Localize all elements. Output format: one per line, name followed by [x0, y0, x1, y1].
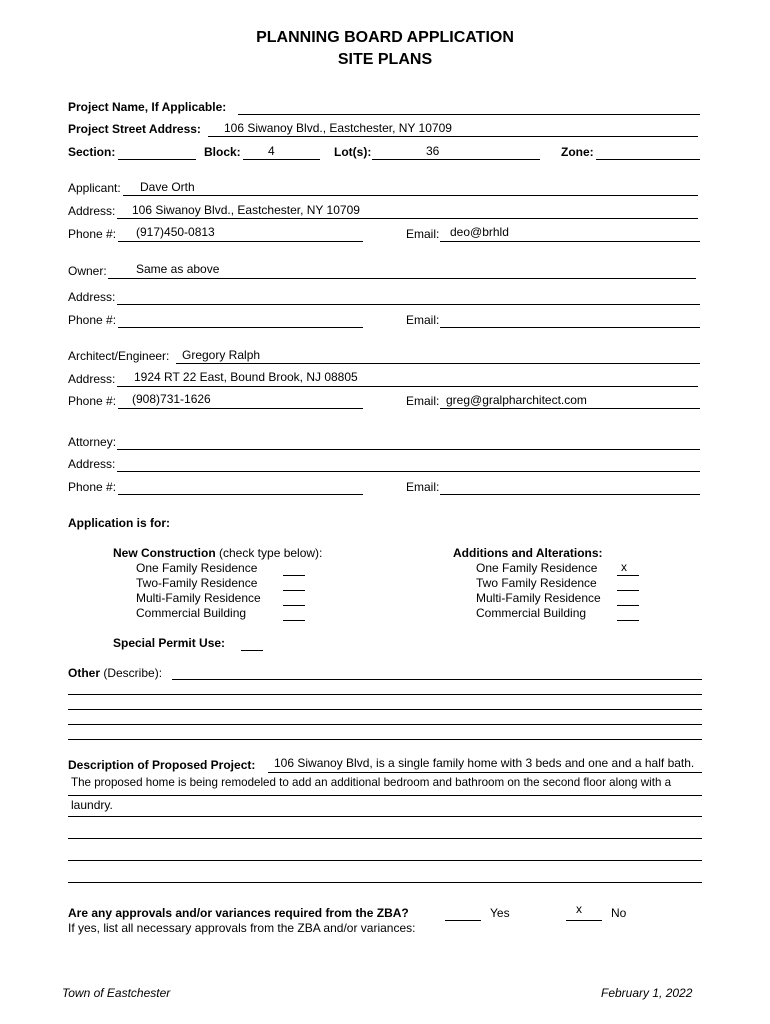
- aa-one-family-label: One Family Residence: [476, 561, 598, 575]
- aa-one-family-checkline: [617, 575, 639, 576]
- other-line-3: [68, 709, 702, 710]
- owner-field[interactable]: Same as above: [136, 262, 220, 276]
- description-text-2[interactable]: The proposed home is being remodeled to add an additional bedroom and bathroom on the second floor along with a: [71, 776, 672, 789]
- other-line-2: [68, 694, 702, 695]
- special-permit-label: Special Permit Use:: [113, 636, 226, 650]
- owner-phone-label: Phone #:: [68, 313, 117, 327]
- lots-line: [372, 159, 540, 160]
- architect-address-field[interactable]: 1924 RT 22 East, Bound Brook, NJ 08805: [134, 370, 358, 384]
- attorney-email-label: Email:: [406, 480, 440, 494]
- applicant-line: [123, 195, 698, 196]
- block-field[interactable]: 4: [268, 144, 275, 158]
- nc-multi-family-checkline: [283, 605, 305, 606]
- aa-two-family-label: Two Family Residence: [476, 576, 597, 590]
- project-street-line: [208, 136, 698, 137]
- special-permit-checkline: [241, 650, 263, 651]
- zba-no-check[interactable]: x: [576, 902, 582, 916]
- aa-multi-family-checkline: [617, 605, 639, 606]
- owner-email-line: [440, 327, 700, 328]
- attorney-email-line: [440, 494, 700, 495]
- attorney-phone-line: [118, 494, 363, 495]
- owner-line: [108, 278, 696, 279]
- aa-two-family-checkline: [617, 590, 639, 591]
- attorney-address-line: [117, 471, 700, 472]
- other-line-1: [172, 679, 702, 680]
- other-line-4: [68, 724, 702, 725]
- application-heading: Application is for:: [68, 516, 170, 530]
- owner-phone-line: [118, 327, 363, 328]
- nc-one-family-label: One Family Residence: [136, 561, 258, 575]
- zone-label: Zone:: [561, 145, 594, 159]
- attorney-line: [117, 449, 700, 450]
- applicant-address-label: Address:: [68, 204, 116, 218]
- description-line-6: [68, 882, 702, 883]
- form-title: PLANNING BOARD APPLICATION: [256, 29, 514, 46]
- zba-instructions: If yes, list all necessary approvals from the ZBA and/or variances:: [68, 921, 416, 935]
- zba-yes-checkline: [445, 920, 481, 921]
- description-line-5: [68, 860, 702, 861]
- section-line: [118, 159, 196, 160]
- zba-no-label: No: [611, 906, 627, 920]
- zone-line: [596, 159, 700, 160]
- applicant-address-line: [117, 218, 698, 219]
- applicant-field[interactable]: Dave Orth: [140, 180, 195, 194]
- zba-no-checkline: [566, 920, 602, 921]
- lots-field[interactable]: 36: [426, 144, 440, 158]
- architect-email-field[interactable]: greg@gralpharchitect.com: [446, 393, 587, 407]
- applicant-phone-line: [118, 241, 363, 242]
- zba-question: Are any approvals and/or variances required from the ZBA?: [68, 906, 409, 920]
- nc-multi-family-label: Multi-Family Residence: [136, 591, 261, 605]
- architect-address-label: Address:: [68, 372, 116, 386]
- aa-multi-family-label: Multi-Family Residence: [476, 591, 601, 605]
- new-construction-heading-bold: New Construction: [113, 546, 216, 560]
- attorney-label: Attorney:: [68, 435, 117, 449]
- attorney-phone-label: Phone #:: [68, 480, 117, 494]
- description-text-3[interactable]: laundry.: [71, 798, 113, 812]
- description-line-3: [68, 816, 702, 817]
- applicant-email-line: [440, 241, 700, 242]
- other-label-bold: Other: [68, 666, 101, 680]
- owner-label: Owner:: [68, 264, 107, 278]
- architect-line: [176, 363, 700, 364]
- project-name-label: Project Name, If Applicable:: [68, 100, 227, 114]
- nc-two-family-checkline: [283, 590, 305, 591]
- architect-email-label: Email:: [406, 394, 440, 408]
- description-line-2: [68, 795, 702, 796]
- applicant-phone-field[interactable]: (917)450-0813: [136, 225, 215, 239]
- owner-address-label: Address:: [68, 290, 116, 304]
- applicant-label: Applicant:: [68, 181, 121, 195]
- description-line-4: [68, 838, 702, 839]
- architect-phone-field[interactable]: (908)731-1626: [132, 392, 211, 406]
- section-label: Section:: [68, 145, 116, 159]
- other-label-rest: (Describe):: [100, 666, 163, 680]
- nc-commercial-label: Commercial Building: [136, 606, 247, 620]
- block-line: [243, 159, 320, 160]
- description-line-1: [268, 772, 702, 773]
- project-street-label: Project Street Address:: [68, 122, 201, 136]
- nc-commercial-checkline: [283, 620, 305, 621]
- new-construction-heading: [113, 546, 322, 560]
- applicant-address-field[interactable]: 106 Siwanoy Blvd., Eastchester, NY 10709: [132, 203, 360, 217]
- architect-email-line: [440, 408, 700, 409]
- project-street-field[interactable]: 106 Siwanoy Blvd., Eastchester, NY 10709: [224, 121, 452, 135]
- attorney-address-label: Address:: [68, 457, 116, 471]
- nc-one-family-checkline: [283, 575, 305, 576]
- description-label: Description of Proposed Project:: [68, 758, 256, 772]
- additions-heading: Additions and Alterations:: [453, 546, 603, 560]
- other-line-5: [68, 739, 702, 740]
- aa-commercial-checkline: [617, 620, 639, 621]
- new-construction-heading-rest: (check type below):: [215, 546, 323, 560]
- applicant-email-label: Email:: [406, 227, 440, 241]
- lots-label: Lot(s):: [334, 145, 372, 159]
- architect-field[interactable]: Gregory Ralph: [182, 348, 261, 362]
- owner-address-line: [117, 304, 700, 305]
- footer-town: Town of Eastchester: [62, 986, 171, 1000]
- applicant-email-field[interactable]: deo@brhld: [450, 225, 509, 239]
- aa-commercial-label: Commercial Building: [476, 606, 587, 620]
- architect-address-line: [117, 386, 698, 387]
- applicant-phone-label: Phone #:: [68, 227, 117, 241]
- zba-yes-label: Yes: [490, 906, 510, 920]
- other-label: [68, 666, 162, 680]
- nc-two-family-label: Two-Family Residence: [136, 576, 258, 590]
- footer-date: February 1, 2022: [601, 986, 693, 1000]
- owner-email-label: Email:: [406, 313, 440, 327]
- block-label: Block:: [204, 145, 241, 159]
- form-subtitle: SITE PLANS: [337, 51, 433, 68]
- architect-phone-label: Phone #:: [68, 394, 117, 408]
- architect-label: Architect/Engineer:: [68, 349, 170, 363]
- aa-one-family-check[interactable]: x: [621, 560, 627, 574]
- description-text-1[interactable]: 106 Siwanoy Blvd, is a single family home with 3 beds and one and a half bath.: [274, 756, 695, 770]
- project-name-line: [238, 114, 700, 115]
- architect-phone-line: [118, 408, 363, 409]
